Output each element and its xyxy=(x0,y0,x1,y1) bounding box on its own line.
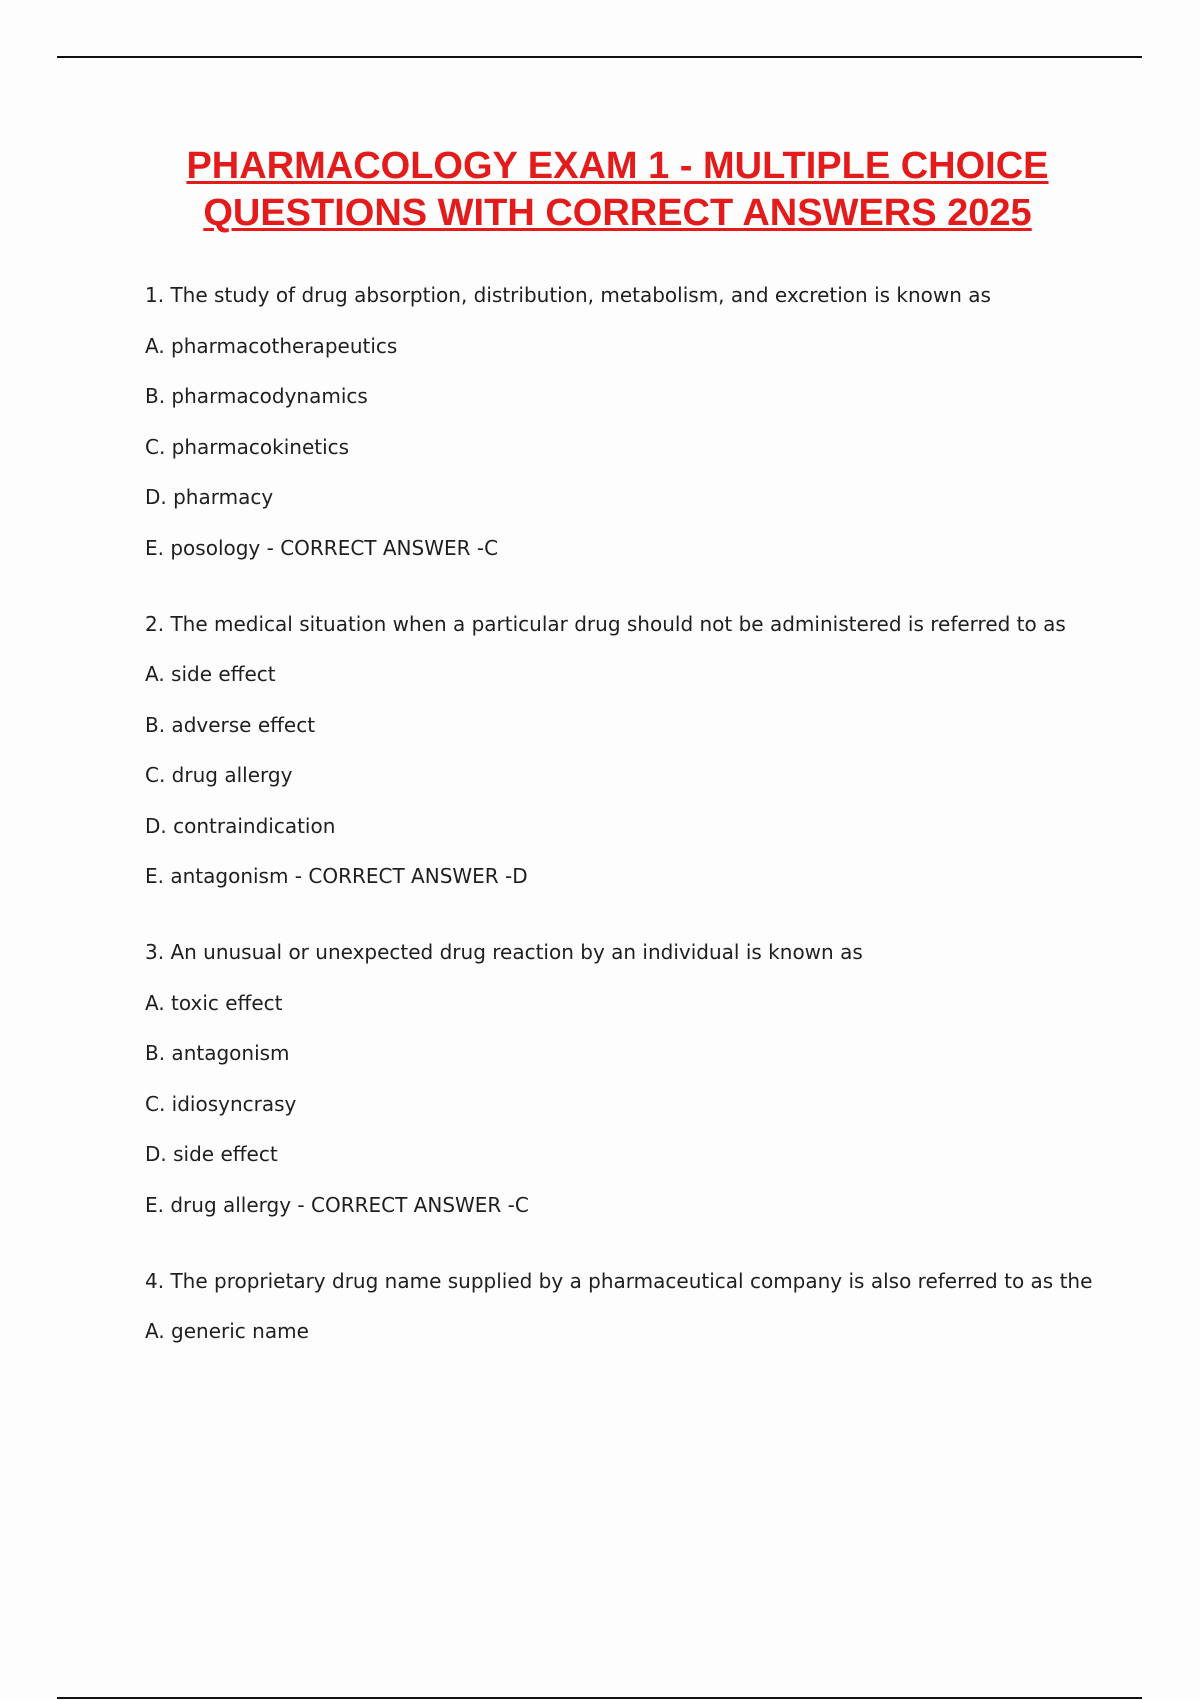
option-b: B. adverse effect xyxy=(145,712,316,737)
bottom-rule xyxy=(57,1697,1142,1699)
option-b: B. antagonism xyxy=(145,1041,290,1065)
option-a: A. generic name xyxy=(145,1319,309,1343)
top-rule xyxy=(57,56,1142,58)
option-d: D. side effect xyxy=(145,1142,278,1166)
question-stem: 3. An unusual or unexpected drug reaction by an individual is known as xyxy=(145,940,863,964)
question-list xyxy=(145,282,1145,1369)
question-stem: 2. The medical situation when a particular drug should not be administered is referred to as xyxy=(145,611,1066,636)
option-d: D. pharmacy xyxy=(145,485,274,509)
question-stem: 1. The study of drug absorption, distribution, metabolism, and excretion is known as xyxy=(145,283,991,307)
option-a: A. toxic effect xyxy=(145,990,283,1015)
option-c: C. pharmacokinetics xyxy=(145,434,350,459)
title-line-2: QUESTIONS WITH CORRECT ANSWERS 2025 xyxy=(203,192,1032,234)
question-stem: 4. The proprietary drug name supplied by a pharmaceutical company is also referred to as the xyxy=(145,1268,1093,1293)
question-2 xyxy=(145,611,1145,890)
option-b: B. pharmacodynamics xyxy=(145,384,368,408)
title-line-1: PHARMACOLOGY EXAM 1 - MULTIPLE CHOICE xyxy=(186,145,1049,187)
document-title xyxy=(100,143,1135,237)
option-e-with-answer: E. posology - CORRECT ANSWER -C xyxy=(145,535,499,560)
option-a: A. pharmacotherapeutics xyxy=(145,333,398,358)
option-e-with-answer: E. antagonism - CORRECT ANSWER -D xyxy=(145,864,528,888)
option-c: C. drug allergy xyxy=(145,763,293,787)
question-4 xyxy=(145,1268,1145,1345)
option-d: D. contraindication xyxy=(145,813,336,838)
question-1 xyxy=(145,282,1145,561)
option-e-with-answer: E. drug allergy - CORRECT ANSWER -C xyxy=(145,1192,529,1217)
question-3 xyxy=(145,939,1145,1218)
option-c: C. idiosyncrasy xyxy=(145,1091,297,1116)
option-a: A. side effect xyxy=(145,662,276,686)
